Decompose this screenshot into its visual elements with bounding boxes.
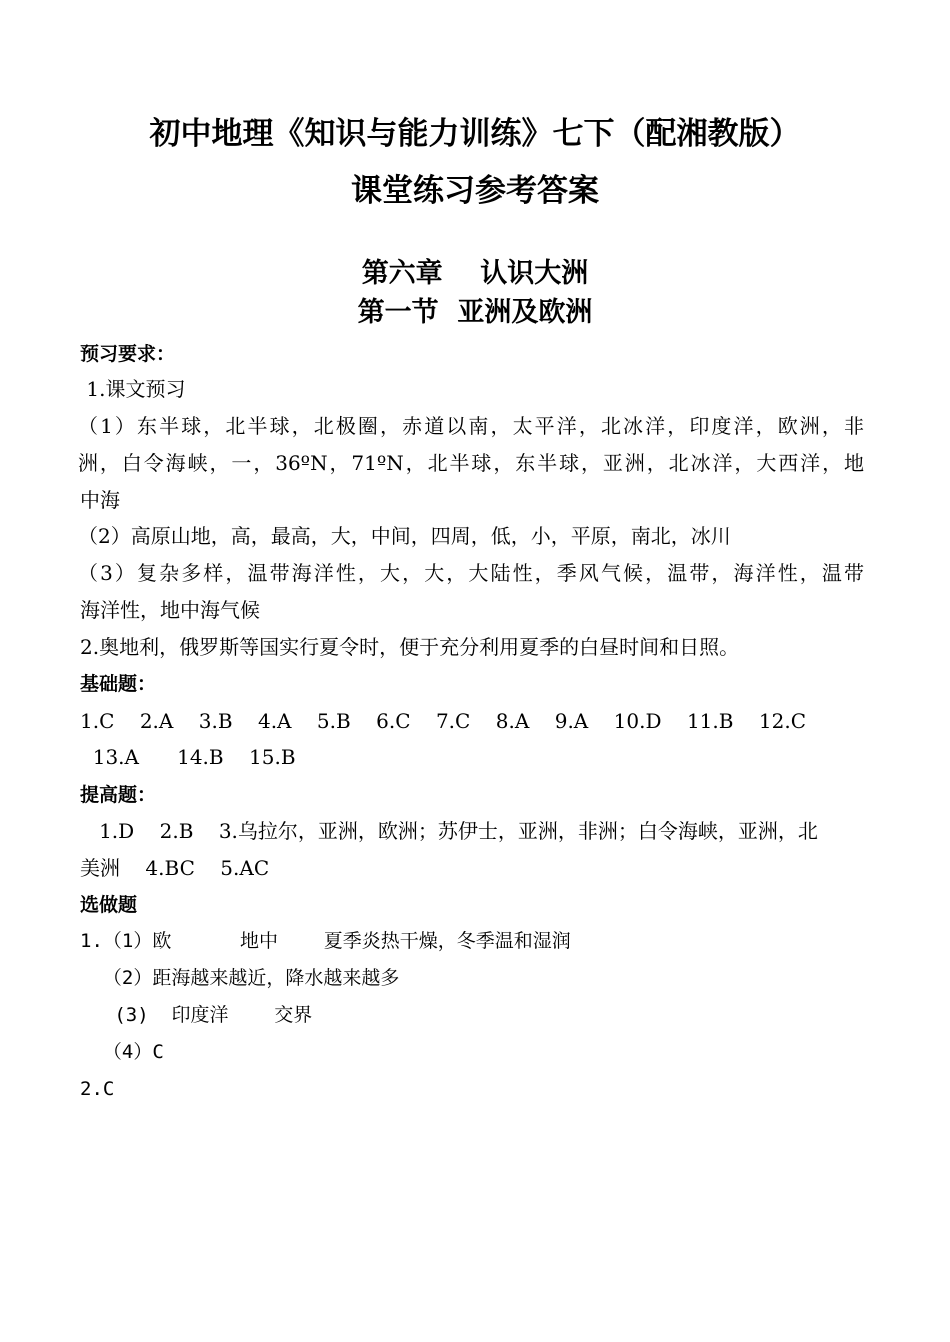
advanced-heading: 提高题： <box>80 784 157 806</box>
chapter-title: 第六章 认识大洲 <box>361 258 589 289</box>
preview-heading: 预习要求： <box>80 343 176 365</box>
preview-q1-line2: 洲，白令海峡，一，36ºN，71ºN，北半球，东半球，亚洲，北冰洋，大西洋，地 <box>78 451 864 475</box>
basic-heading: 基础题： <box>80 673 157 695</box>
preview-item2: 2.奥地利，俄罗斯等国实行夏令时，便于充分利用夏季的白昼时间和日照。 <box>80 635 740 659</box>
document-subtitle: 课堂练习参考答案 <box>351 173 599 209</box>
optional-q1-part3: (3) 印度洋 交界 <box>80 1004 313 1026</box>
preview-q2-line1: （2）高原山地，高，最高，大，中间，四周，低，小，平原，南北，冰川 <box>78 524 731 548</box>
optional-q1-part4: （4）C <box>80 1041 164 1063</box>
optional-q2: 2.C <box>80 1078 115 1100</box>
preview-item1-label: 1.课文预习 <box>80 377 186 401</box>
optional-heading: 选做题 <box>80 894 138 916</box>
basic-answers-line2: 13.A 14.B 15.B <box>80 745 296 769</box>
basic-answers-line1: 1.C 2.A 3.B 4.A 5.B 6.C 7.C 8.A 9.A 10.D 11.B 12.C <box>80 709 806 733</box>
section-title: 第一节 亚洲及欧洲 <box>357 297 593 328</box>
optional-q1-part2: （2）距海越来越近，降水越来越多 <box>80 967 400 989</box>
preview-q3-line2: 海洋性，地中海气候 <box>80 598 260 622</box>
preview-q1-line3: 中海 <box>80 488 120 512</box>
advanced-answers-line1: 1.D 2.B 3.乌拉尔，亚洲，欧洲；苏伊士，亚洲，非洲；白令海峡，亚洲，北 <box>80 819 818 843</box>
document-title: 初中地理《知识与能力训练》七下（配湘教版） <box>149 116 801 152</box>
preview-q3-line1: （3）复杂多样，温带海洋性，大，大，大陆性，季风气候，温带，海洋性，温带 <box>78 561 864 585</box>
preview-q1-line1: （1）东半球，北半球，北极圈，赤道以南，太平洋，北冰洋，印度洋，欧洲，非 <box>78 414 864 438</box>
optional-q1-part1: 1.（1）欧 地中 夏季炎热干燥，冬季温和湿润 <box>80 930 571 952</box>
advanced-answers-line2: 美洲 4.BC 5.AC <box>80 856 270 880</box>
